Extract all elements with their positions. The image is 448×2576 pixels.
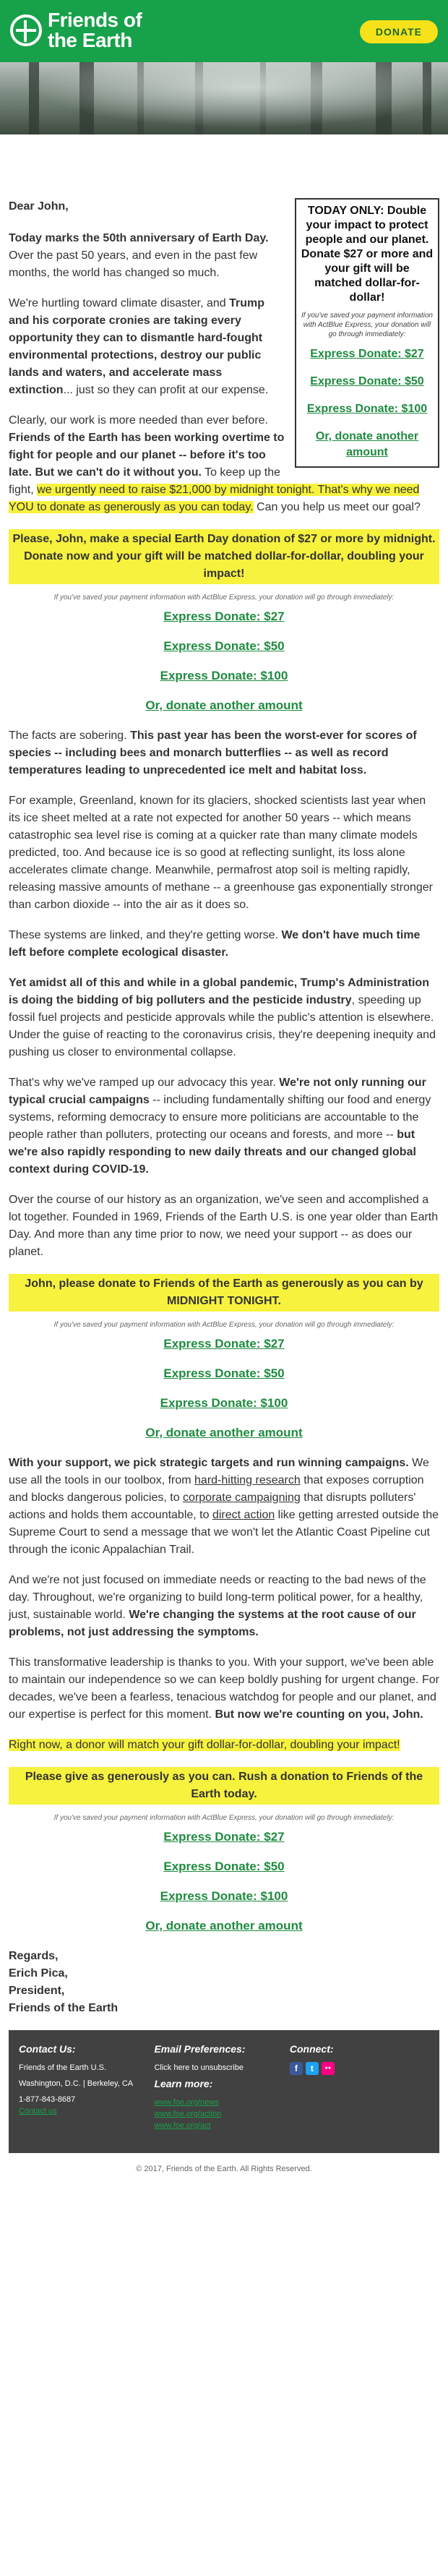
donate-other-link[interactable]: Or, donate another amount — [145, 698, 303, 712]
callout-donate-27[interactable]: Express Donate: $27 — [310, 348, 424, 360]
donate-100-link[interactable]: Express Donate: $100 — [160, 1396, 288, 1410]
callout-donate-50[interactable]: Express Donate: $50 — [310, 375, 424, 388]
research-link[interactable]: hard-hitting research — [194, 1474, 301, 1486]
donate-100-link[interactable]: Express Donate: $100 — [160, 1889, 288, 1903]
actblue-note-3: If you've saved your payment information with ActBlue Express, your donation will go through immediately: — [53, 1814, 395, 1822]
foe-logo[interactable] — [10, 10, 142, 51]
appeal-1: Please, John, make a special Earth Day donation of $27 or more by midnight. Donate now and your gift will be matched dollar-for-dollar, doubling your impact! — [9, 529, 439, 584]
logo-text-line1: Friends of — [48, 9, 142, 31]
actblue-note-1: If you've saved your payment information with ActBlue Express, your donation will go through immediately: — [53, 594, 395, 602]
copyright: © 2017, Friends of the Earth. All Rights Reserved. — [136, 2165, 312, 2173]
callout-note: If you've saved your payment information with ActBlue Express, your donation will go through immediately: — [301, 312, 433, 338]
actblue-note-2: If you've saved your payment information with ActBlue Express, your donation will go through immediately: — [53, 1321, 395, 1329]
footer-preferences: Email Preferences: Click here to unsubscribe Learn more: www.foe.org/news www.foe.org/action www.foe.org/act — [154, 2043, 246, 2130]
email-body — [0, 134, 448, 2017]
paragraph-8: That's why we've ramped up our advocacy this year. We're not only running our typical crucial campaigns -- including fundamentally shifting our food and energy systems, reforming democracy to ensure more politicians are accountable to the people rather than polluters, protecting our oceans and forests, and more -- but we're also rapidly responding to new daily threats and our changed global context during COVID-19. — [9, 1077, 431, 1176]
logo-text-line2: the Earth — [48, 29, 132, 51]
donate-27-link[interactable]: Express Donate: $27 — [163, 1830, 285, 1844]
donate-27-link[interactable]: Express Donate: $27 — [163, 1337, 285, 1351]
flickr-icon[interactable]: ●● — [322, 2062, 335, 2075]
donate-50-link[interactable]: Express Donate: $50 — [163, 1366, 285, 1380]
email-header — [0, 0, 448, 62]
learn-link-1[interactable]: www.foe.org/news — [154, 2098, 219, 2107]
donate-100-link[interactable]: Express Donate: $100 — [160, 669, 288, 682]
today-only-callout — [295, 198, 439, 468]
logo-text — [48, 10, 142, 51]
email-footer — [9, 2030, 439, 2153]
paragraph-11: And we're not just focused on immediate needs or reacting to the bad news of the day. Throughout, we're organizing to build long-term political power, for a healthy, just, sustainable world. We're changing the systems at the root cause of our problems, not just addressing the symptoms. — [9, 1574, 426, 1638]
paragraph-2: We're hurtling toward climate disaster, and Trump and his corporate cronies are taking every opportunity they can to dismantle hard-fought environmental protections, destroy our public lands and waters, and accelerate mass extinction... just so they can profit at our expense. — [9, 297, 269, 396]
appeal-3: Please give as generously as you can. Rush a donation to Friends of the Earth today. — [9, 1767, 439, 1805]
learn-link-3[interactable]: www.foe.org/act — [154, 2121, 211, 2130]
globe-icon — [10, 14, 42, 46]
paragraph-1: Today marks the 50th anniversary of Earth Day. Over the past 50 years, and even in the past few months, the world has changed so much. — [9, 232, 269, 279]
footer-connect: Connect: f t ●● — [289, 2043, 334, 2074]
donate-other-link[interactable]: Or, donate another amount — [145, 1919, 303, 1933]
callout-donate-other[interactable]: Or, donate another amount — [315, 430, 419, 458]
paragraph-5: For example, Greenland, known for its glaciers, shocked scientists last year when its ice sheet melted at a rate not expected for another 50 years -- which means catastrophic sea level rise is coming at a quicker rate than many climate models predicted, too. And because ice is so good at reflecting sunlight, its loss alone accelerates climate change. Meanwhile, permafrost atop soil is melting rapidly, releasing massive amounts of methane -- a greenhouse gas exponentially stronger than carbon dioxide -- into the air as it does so. — [9, 795, 433, 911]
signoff: Regards, Erich Pica, President, Friends of the Earth — [9, 1950, 119, 2014]
donate-other-link[interactable]: Or, donate another amount — [145, 1426, 303, 1439]
appeal-2: John, please donate to Friends of the Earth as generously as you can by MIDNIGHT TONIGHT. — [9, 1274, 439, 1311]
paragraph-7: Yet amidst all of this and while in a global pandemic, Trump's Administration is doing the bidding of big polluters and the pesticide industry, speeding up fossil fuel projects and pesticide approvals while the public's attention is elsewhere. Under the guise of reacting to the coronavirus crisis, they're deepening inequity and pushing us closer to environmental collapse. — [9, 977, 436, 1058]
greeting: Dear John, — [9, 200, 69, 213]
unsubscribe-link[interactable]: Click here to unsubscribe — [154, 2063, 244, 2072]
callout-donate-100[interactable]: Express Donate: $100 — [306, 403, 428, 415]
donate-50-link[interactable]: Express Donate: $50 — [163, 1860, 285, 1873]
paragraph-12: This transformative leadership is thanks to you. With your support, we've been able to maintain our independence so we can keep boldly pushing for urgent change. For decades, we've been a fearless, tenacious watchdog for people and our planet, and our expertise is perfect for this moment. But now we're counting on you, John. — [9, 1656, 439, 1721]
paragraph-6: These systems are linked, and they're getting worse. We don't have much time left before complete ecological disaster. — [9, 929, 421, 959]
contact-us-link[interactable]: Contact us — [19, 2107, 57, 2115]
paragraph-9: Over the course of our history as an organization, we've seen and accomplished a lot together. Founded in 1969, Friends of the Earth U.S. is one year older than Earth Day. And more than any time prior to now, we need your support -- as does our planet. — [9, 1194, 439, 1258]
donate-27-link[interactable]: Express Donate: $27 — [163, 609, 285, 623]
footer-contact: Contact Us: Friends of the Earth U.S. Washington, D.C. | Berkeley, CA 1-877-843-8687 Contact us — [19, 2043, 134, 2115]
forest-hero-image — [0, 62, 448, 134]
donate-50-link[interactable]: Express Donate: $50 — [163, 639, 285, 653]
twitter-icon[interactable]: t — [306, 2062, 319, 2075]
learn-link-2[interactable]: www.foe.org/action — [154, 2110, 222, 2118]
corporate-campaigning-link[interactable]: corporate campaigning — [183, 1492, 301, 1504]
facebook-icon[interactable]: f — [290, 2062, 303, 2075]
paragraph-3: Clearly, our work is more needed than ever before. Friends of the Earth has been working overtime to fight for people and our planet -- before it's too late. But we can't do it without you. To keep up the fight, we urgently need to raise $21,000 by midnight tonight. That's why we need YOU to donate as generously as you can today. Can you help us meet our goal? — [9, 414, 421, 513]
direct-action-link[interactable]: direct action — [212, 1509, 275, 1521]
paragraph-4: The facts are sobering. This past year has been the worst-ever for scores of species -- including bees and monarch butterflies -- as well as record temperatures leading to unprecedented ice melt and habitat loss. — [9, 729, 417, 776]
paragraph-10: With your support, we pick strategic targets and run winning campaigns. We use all the tools in our toolbox, from hard-hitting research that exposes corruption and blocks dangerous policies, to corporate campaigning that disrupts polluters' actions and holds them accountable, to direct action like getting arrested outside the Supreme Court to send a message that we won't let the Atlantic Coast Pipeline cut through the iconic Appalachian Trail. — [9, 1457, 439, 1556]
donate-button[interactable]: DONATE — [360, 20, 438, 43]
callout-title: TODAY ONLY: Double your impact to protect people and our planet. Donate $27 or more and your gift will be matched dollar-for-dollar! — [301, 205, 434, 304]
paragraph-13: Right now, a donor will match your gift dollar-for-dollar, doubling your impact! — [9, 1739, 400, 1751]
